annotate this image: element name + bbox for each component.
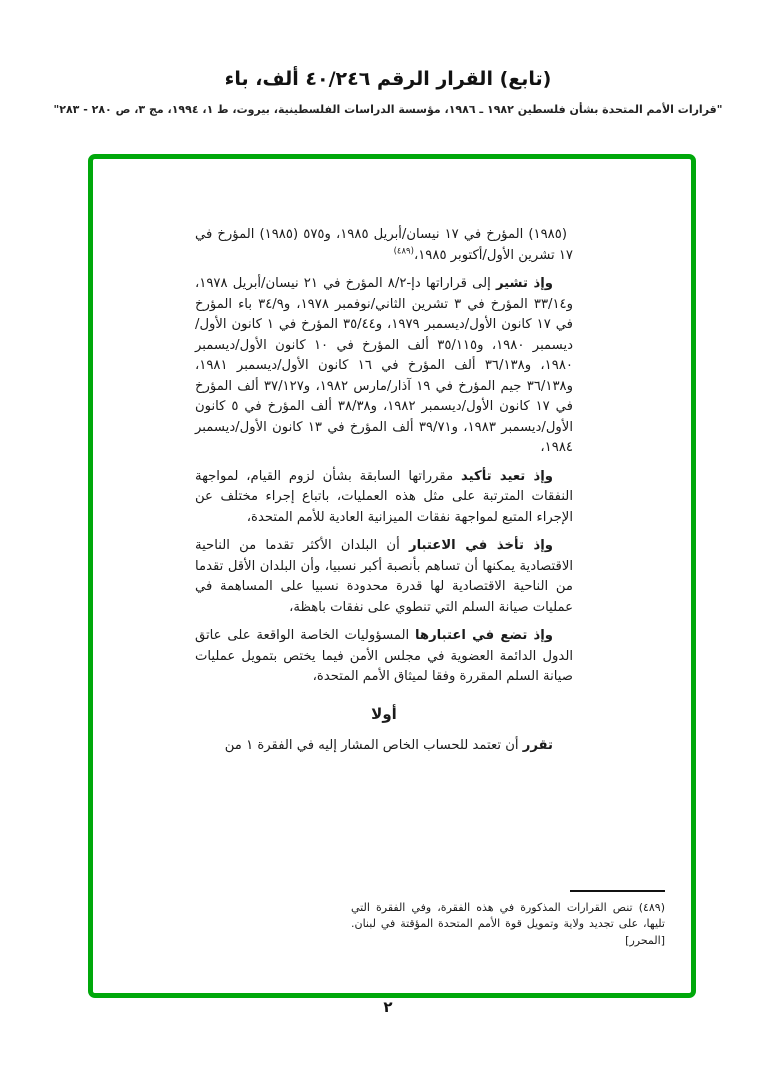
paragraph-text: أن البلدان الأكثر تقدما من الناحية الاقتصادية يمكنها أن تساهم بأنصبة أكبر نسبيا، وأن البلدان الأقل تقدما من الناحية الاقتصادية لها قدرة محدودة نسبيا على المساهمة في عمليات صيانة السلم التي تنطوي على نفقات باهظة، — [195, 538, 573, 615]
footnote-body: تنص القرارات المذكورة في هذه الفقرة، وفي الفقرة التي تليها، على تجديد ولاية وتمويل قوة الأمم المتحدة المؤقتة في لبنان. [المحرر] — [351, 900, 665, 947]
paragraph-lead: وإذ تأخذ في الاعتبار — [409, 538, 553, 553]
document-header — [0, 68, 776, 116]
paragraph-decides — [195, 736, 573, 757]
paragraph-lead: وإذ تعيد تأكيد — [461, 468, 554, 484]
paragraph-reaffirming — [195, 467, 573, 529]
paragraph-recalling — [195, 274, 573, 459]
resolution-text-column — [195, 225, 573, 765]
document-title: (تابع) القرار الرقم ٤٠/٢٤٦ ألف، باء — [224, 68, 552, 90]
footnote — [351, 890, 665, 950]
footnote-text — [351, 900, 665, 950]
paragraph-text: أن تعتمد للحساب الخاص المشار إليه في الفقرة ١ من — [224, 738, 519, 753]
paragraph-text: إلى قراراتها دإ-٨/٢ المؤرخ في ٢١ نيسان/أبريل ١٩٧٨، و٣٣/١٤ المؤرخ في ٣ تشرين الثاني/نوفمبر ١٩٧٨، و٣٤/٩ باء المؤرخ في ١٧ كانون الأول/ديسمبر ١٩٧٩، و٣٥/٤٤ المؤرخ في ١ كانون الأول/ديسمبر ١٩٨٠، و٣٥/١١٥ ألف المؤرخ في ١٠ كانون الأول/ديسمبر ١٩٨٠، و٣٦/١٣٨ ألف المؤرخ في ١٦ كانون الأول/ديسمبر ١٩٨١، و٣٦/١٣٨ جيم المؤرخ في ١٩ آذار/مارس ١٩٨٢، و٣٧/١٢٧ ألف المؤرخ في ١٧ كانون الأول/ديسمبر ١٩٨٢، و٣٨/٣٨ ألف المؤرخ في ٥ كانون الأول/ديسمبر ١٩٨٣، و٣٩/٧١ ألف المؤرخ في ١٣ كانون الأول/ديسمبر ١٩٨٤، — [195, 276, 574, 455]
paragraph-continuation — [195, 225, 573, 266]
paragraph-lead: وإذ تضع في اعتبارها — [414, 628, 553, 643]
source-citation: "قرارات الأمم المتحدة بشأن فلسطين ١٩٨٢ ـ ١٩٨٦، مؤسسة الدراسات الفلسطينية، بيروت، ط ١، ١٩٩٤، مج ٣، ص ٢٨٠ - ٢٨٣" — [53, 103, 723, 116]
paragraph-text: المسؤوليات الخاصة الواقعة على عاتق الدول الدائمة العضوية في مجلس الأمن فيما يختص بتمويل عمليات صيانة السلم المقررة وفقا لميثاق الأمم المتحدة، — [195, 628, 573, 684]
footnote-number: (٤٨٩) — [638, 900, 666, 914]
paragraph-text: مقرراتها السابقة بشأن لزوم القيام، لمواجهة النفقات المترتبة على مثل هذه العمليات، باتباع إجراء مختلف عن الإجراء المتبع لمواجهة نفقات الميزانية العادية للأمم المتحدة، — [195, 468, 573, 525]
paragraph-lead: وإذ تشير — [495, 276, 553, 291]
section-heading-first: أولا — [371, 704, 397, 723]
paragraph-lead: تقرر — [522, 738, 553, 753]
paragraph-bearing-in-mind — [195, 626, 573, 688]
paragraph-text: (١٩٨٥) المؤرخ في ١٧ نيسان/أبريل ١٩٨٥، و٥٧٥ (١٩٨٥) المؤرخ في ١٧ تشرين الأول/أكتوبر ١٩٨٥، — [195, 227, 573, 263]
highlight-frame — [88, 154, 696, 998]
paragraph-taking-into-account — [195, 536, 573, 618]
footnote-separator-line — [570, 890, 665, 892]
page-number: ٢ — [383, 998, 393, 1016]
footnote-reference-marker: (٤٨٩) — [393, 246, 414, 257]
